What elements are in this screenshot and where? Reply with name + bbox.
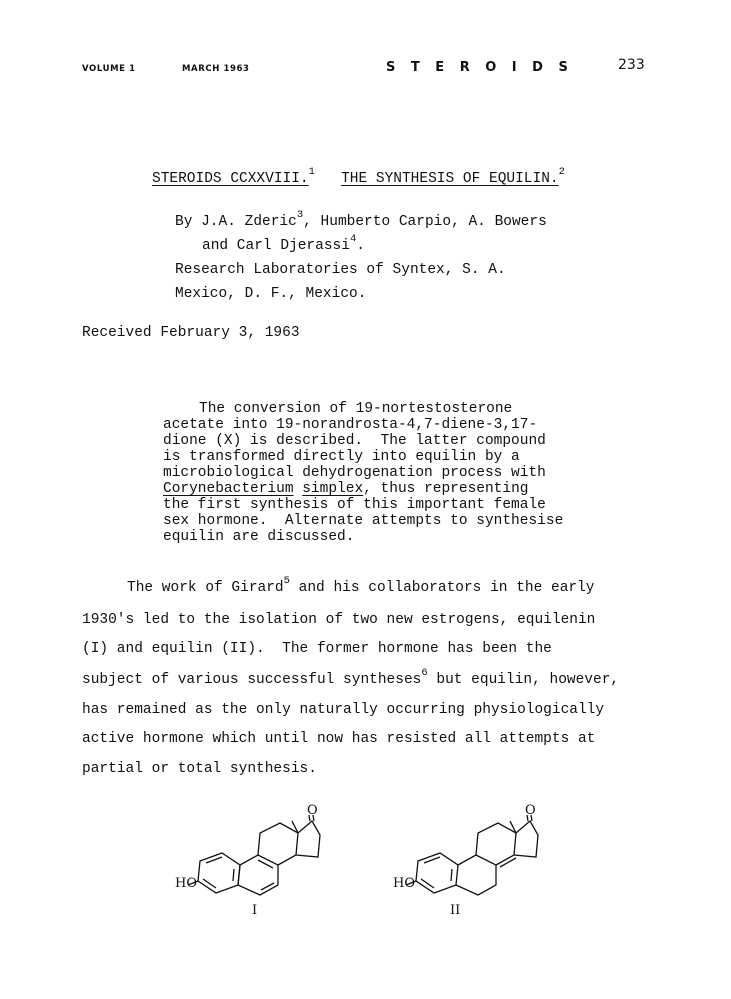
footnote-ref-2: 2 xyxy=(558,166,565,179)
title-part2: THE SYNTHESIS OF EQUILIN. xyxy=(341,171,559,187)
footnote-ref-1: 1 xyxy=(308,166,315,179)
ketone-oxygen-2: O xyxy=(525,803,536,818)
body-line-1: The work of Girard$^5$ and his collaborators in the early xyxy=(127,575,595,596)
ketone-oxygen-1: O xyxy=(307,803,318,818)
footnote-ref-6: 6 xyxy=(421,667,428,680)
journal-name: S T E R O I D S xyxy=(386,60,574,75)
abstract-line-6: Corynebacterium simplex, thus representing xyxy=(163,481,529,497)
received-date: Received February 3, 1963 xyxy=(82,325,300,341)
authors-line-2: and Carl Djerassi$^4$. xyxy=(202,233,365,254)
paper-page: VOLUME 1 MARCH 1963 S T E R O I D S 233 STEROIDS CCXXVIII.$^1$ THE SYNTHESIS OF EQUILIN.$^2$ By J.A. Zderic$^3$, Humberto Carpio, A. Bowers and Carl Djerassi$^4$. Research Laboratories of Syntex, S. A. Mexico, D. F., Mexico. Received February 3, 1963 The conversion of 19-nortestosterone acetate into 19-norandrosta-4,7-diene-3,17- dione (X) is described. The latter compound is transformed directly into equilin by a microbiological dehydrogenation process with Corynebacterium simplex, thus representing the first synthesis of this important female sex hormone. Alternate attempts to synthesise equilin are discussed. The work of Girard$^5$ and his collaborators in the early 1930's led to the isolation of two new estrogens, equilenin (I) and equilin (II). The former hormone has been the subject of various successful syntheses$^6$ but equilin, however, has remained as the only naturally occurring physiologically active hormone which until now has resisted all attempts at partial or total synthesis. O HO I O HO II xyxy=(0,0,731,999)
page-number: 233 xyxy=(618,57,645,73)
title-part1: STEROIDS CCXXVIII. xyxy=(152,171,309,187)
structures-drawing xyxy=(150,815,570,925)
affiliation-line-1: Research Laboratories of Syntex, S. A. xyxy=(175,262,506,278)
volume-label: VOLUME 1 xyxy=(82,64,136,74)
authors-line-1: By J.A. Zderic$^3$, Humberto Carpio, A. Bowers xyxy=(175,209,547,230)
species-genus: Corynebacterium xyxy=(163,481,294,497)
chemical-structures xyxy=(150,803,570,925)
body-line-4: subject of various successful syntheses$^6$ but equilin, however, xyxy=(82,667,620,688)
structure-equilin xyxy=(406,815,538,895)
footnote-ref-5: 5 xyxy=(283,575,290,588)
affiliation-line-2: Mexico, D. F., Mexico. xyxy=(175,286,367,302)
compound-label-I: I xyxy=(252,903,258,918)
footnote-ref-4: 4 xyxy=(349,233,357,246)
footnote-ref-3: 3 xyxy=(296,209,304,222)
structure-equilenin xyxy=(188,815,320,895)
issue-date: MARCH 1963 xyxy=(182,64,250,74)
species-epithet: simplex xyxy=(302,481,364,497)
paper-title xyxy=(152,166,565,187)
compound-label-II: II xyxy=(450,903,461,918)
hydroxyl-label-2: HO xyxy=(393,876,415,891)
hydroxyl-label-1: HO xyxy=(175,876,197,891)
